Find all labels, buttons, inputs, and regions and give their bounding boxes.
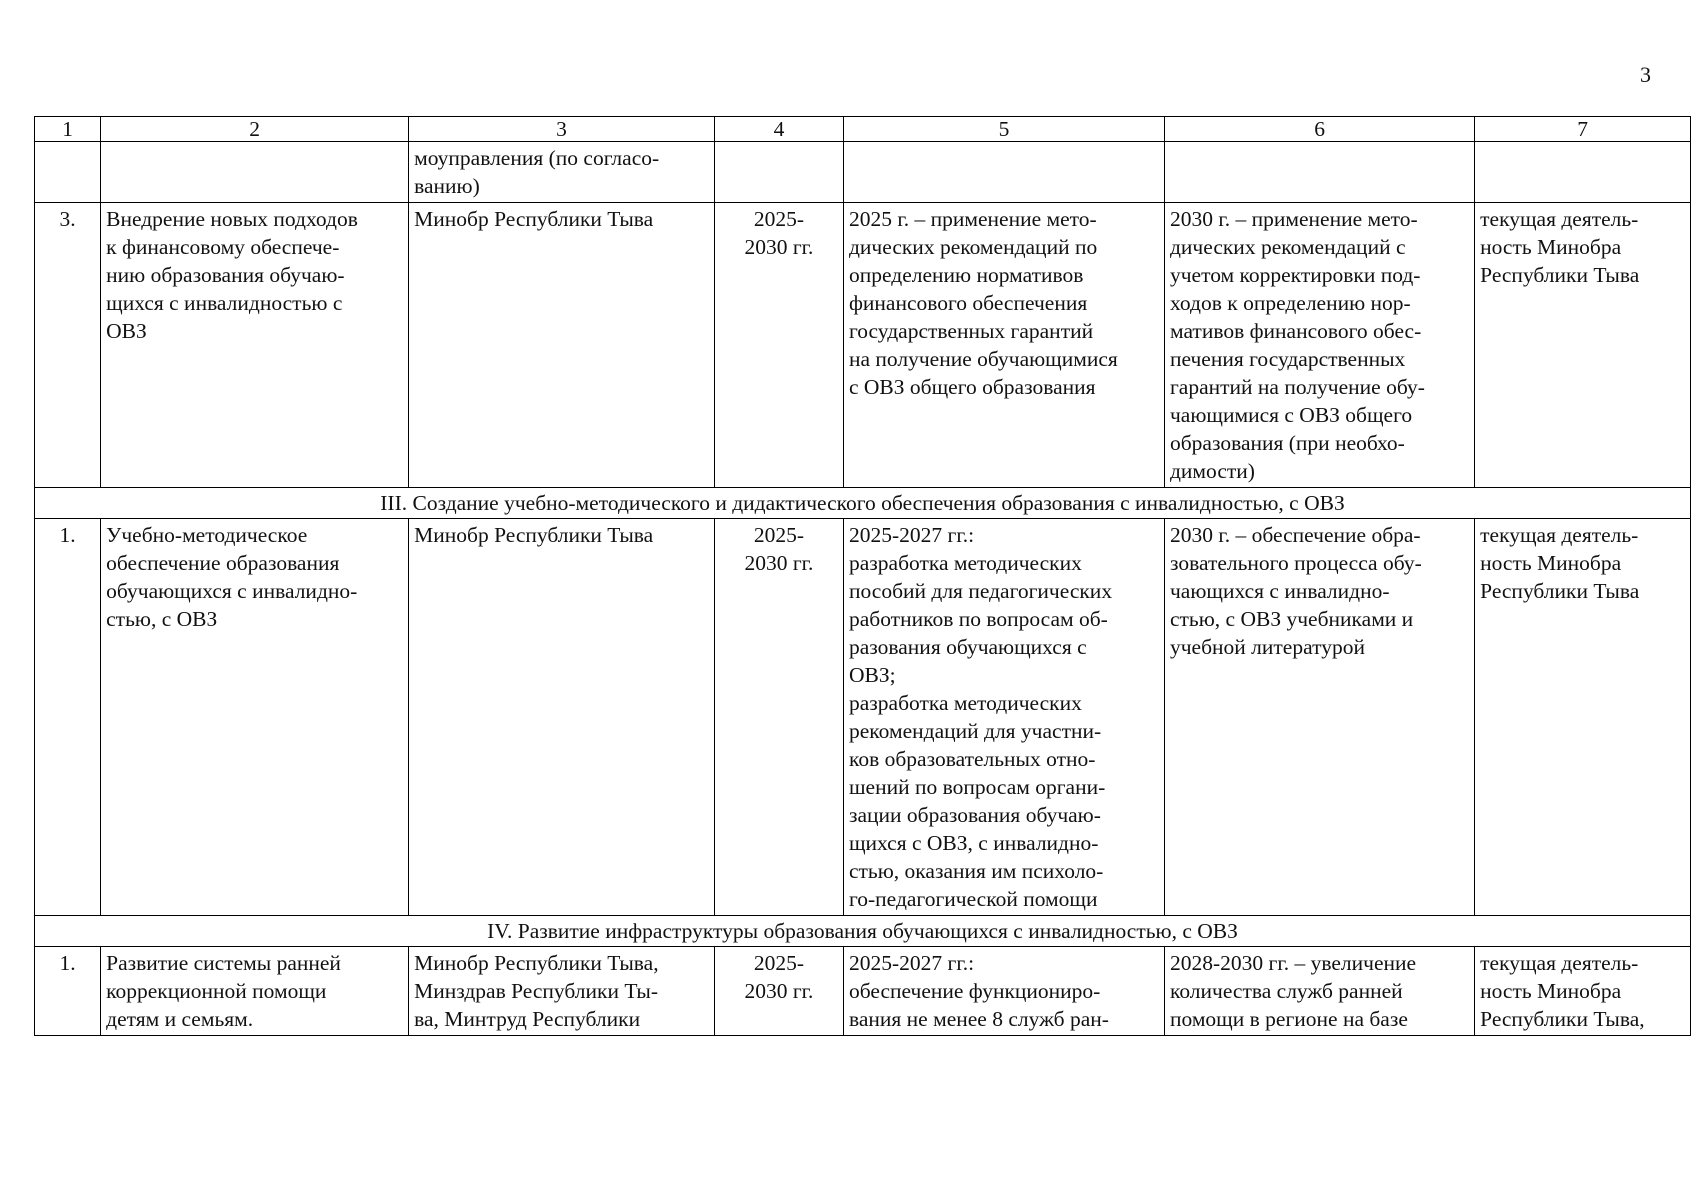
page-number: 3 [1640,62,1651,87]
table-row [35,519,1691,916]
measure-cell: Развитие системы ранней коррекционной помощи детям и семьям. [101,947,409,1036]
table-row [35,203,1691,488]
period-cell: 2025- 2030 гг. [714,519,843,916]
row-number: 1. [35,519,101,916]
period-cell: 2025- 2030 гг. [714,947,843,1036]
source-cell [1475,142,1691,203]
result-2030-cell: 2030 г. – обеспечение обра- зовательного процесса обу- чающихся с инвалидно- стью, с ОВЗ учебниками и учебной литературой [1164,519,1474,916]
action-plan-table [34,116,1691,1036]
measure-cell: Внедрение новых подходов к финансовому обеспече- нию образования обучаю- щихся с инвалидностью с ОВЗ [101,203,409,488]
column-number: 2 [101,117,409,142]
column-number-row [35,117,1691,142]
result-2025-cell: 2025-2027 гг.: разработка методических пособий для педагогических работников по вопросам об- разования обучающихся с ОВЗ; разработка методических рекомендаций для участни- ков образовательных отно- шений по вопросам органи- зации образования обучаю- щихся с ОВЗ, с инвалидно- стью, оказания им психоло- го-педагогической помощи [843,519,1164,916]
result-2030-cell: 2030 г. – применение мето- дических рекомендаций с учетом корректировки под- ходов к определению нор- мативов финансового обес- печения государственных гарантий на получение обу- чающимися с ОВЗ общего образования (при необхо- димости) [1164,203,1474,488]
result-2025-cell [843,142,1164,203]
source-cell: текущая деятель- ность Минобра Республики Тыва [1475,519,1691,916]
source-cell: текущая деятель- ность Минобра Республики Тыва, [1475,947,1691,1036]
table-row [35,142,1691,203]
column-number: 4 [714,117,843,142]
result-2030-cell [1164,142,1474,203]
executor-cell: Минобр Республики Тыва [409,203,715,488]
column-number: 5 [843,117,1164,142]
executor-cell: моуправления (по согласо- ванию) [409,142,715,203]
section-heading-row [35,488,1691,519]
column-number: 6 [1164,117,1474,142]
executor-cell: Минобр Республики Тыва [409,519,715,916]
column-number: 7 [1475,117,1691,142]
row-number: 1. [35,947,101,1036]
period-cell: 2025- 2030 гг. [714,203,843,488]
column-number: 3 [409,117,715,142]
section-title: III. Создание учебно-методического и дидактического обеспечения образования с инвалидностью, с ОВЗ [35,488,1691,519]
result-2030-cell: 2028-2030 гг. – увеличение количества служб ранней помощи в регионе на базе [1164,947,1474,1036]
result-2025-cell: 2025-2027 гг.: обеспечение функциониро- вания не менее 8 служб ран- [843,947,1164,1036]
table-row [35,947,1691,1036]
executor-cell: Минобр Республики Тыва, Минздрав Республики Ты- ва, Минтруд Республики [409,947,715,1036]
period-cell [714,142,843,203]
measure-cell [101,142,409,203]
result-2025-cell: 2025 г. – применение мето- дических рекомендаций по определению нормативов финансового обеспечения государственных гарантий на получение обучающимися с ОВЗ общего образования [843,203,1164,488]
measure-cell: Учебно-методическое обеспечение образования обучающихся с инвалидно- стью, с ОВЗ [101,519,409,916]
section-heading-row [35,916,1691,947]
column-number: 1 [35,117,101,142]
row-number: 3. [35,203,101,488]
source-cell: текущая деятель- ность Минобра Республики Тыва [1475,203,1691,488]
section-title: IV. Развитие инфраструктуры образования обучающихся с инвалидностью, с ОВЗ [35,916,1691,947]
row-number [35,142,101,203]
